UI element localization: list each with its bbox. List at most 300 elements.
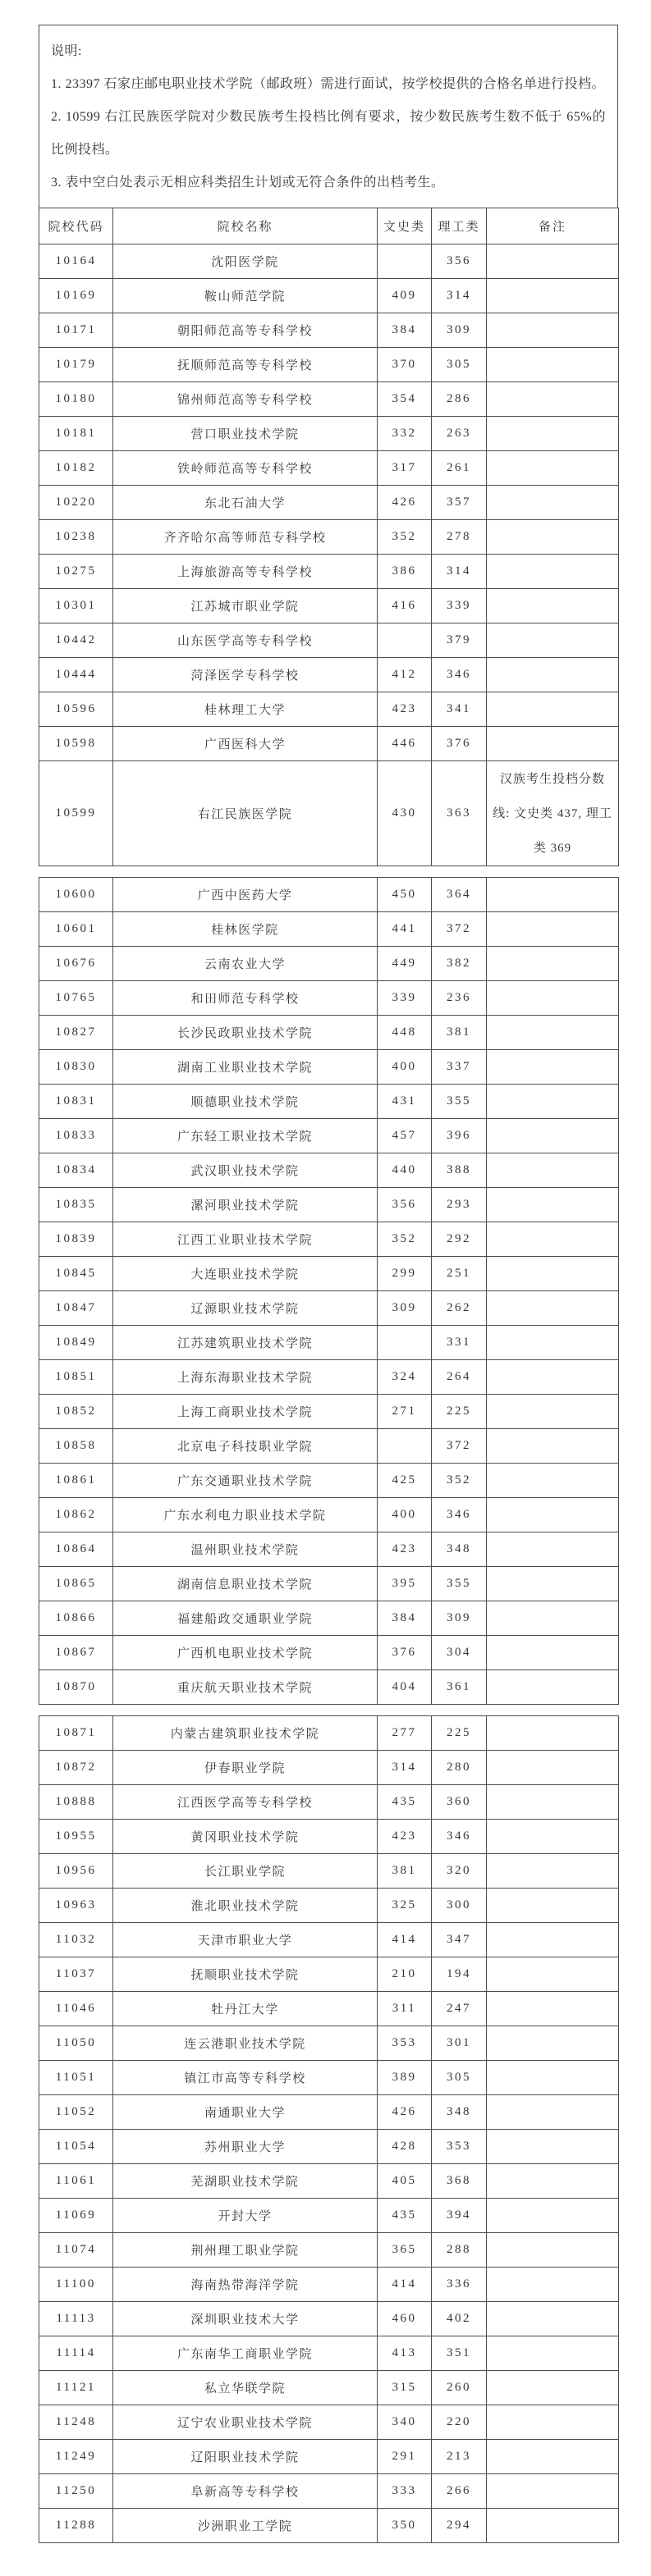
cell-remark xyxy=(487,1257,619,1291)
cell-remark xyxy=(487,348,619,382)
cell-remark xyxy=(487,623,619,658)
cell-code: 10861 xyxy=(39,1464,113,1498)
cell-wenshi: 376 xyxy=(378,1636,432,1670)
cell-ligong: 292 xyxy=(432,1222,487,1257)
cell-code: 10849 xyxy=(39,1326,113,1360)
cell-ligong: 394 xyxy=(432,2199,487,2233)
cell-remark xyxy=(487,1360,619,1395)
cell-remark xyxy=(487,1119,619,1153)
cell-wenshi: 404 xyxy=(378,1670,432,1705)
cell-remark xyxy=(487,1085,619,1119)
table-row xyxy=(39,313,619,348)
cell-wenshi: 460 xyxy=(378,2302,432,2336)
cell-name: 齐齐哈尔高等师范专科学校 xyxy=(113,520,378,555)
cell-remark xyxy=(487,1889,619,1923)
cell-name: 北京电子科技职业学院 xyxy=(113,1429,378,1464)
cell-ligong: 264 xyxy=(432,1360,487,1395)
cell-remark xyxy=(487,1326,619,1360)
table-row xyxy=(39,451,619,486)
cell-name: 鞍山师范学院 xyxy=(113,279,378,313)
table-row xyxy=(39,1889,619,1923)
cell-name: 广西医科大学 xyxy=(113,727,378,761)
cell-name: 黄冈职业技术学院 xyxy=(113,1820,378,1854)
cell-name: 长沙民政职业技术学院 xyxy=(113,1016,378,1050)
cell-code: 10864 xyxy=(39,1532,113,1567)
cell-remark xyxy=(487,555,619,589)
cell-code: 10867 xyxy=(39,1636,113,1670)
table-row xyxy=(39,1050,619,1085)
cell-wenshi: 414 xyxy=(378,1923,432,1957)
cell-remark xyxy=(487,2164,619,2199)
cell-name: 芜湖职业技术学院 xyxy=(113,2164,378,2199)
cell-wenshi: 314 xyxy=(378,1751,432,1785)
cell-code: 11051 xyxy=(39,2061,113,2095)
cell-name: 上海东海职业技术学院 xyxy=(113,1360,378,1395)
table-row xyxy=(39,912,619,947)
table-row xyxy=(39,1716,619,1751)
cell-code: 10831 xyxy=(39,1085,113,1119)
cell-name: 湖南信息职业技术学院 xyxy=(113,1567,378,1601)
cell-code: 11074 xyxy=(39,2233,113,2268)
cell-remark xyxy=(487,1222,619,1257)
cell-remark xyxy=(487,589,619,623)
cell-ligong: 381 xyxy=(432,1016,487,1050)
table-row xyxy=(39,382,619,417)
table-row xyxy=(39,486,619,520)
cell-name: 桂林医学院 xyxy=(113,912,378,947)
cell-wenshi: 426 xyxy=(378,2095,432,2130)
cell-name: 江苏建筑职业技术学院 xyxy=(113,1326,378,1360)
cell-remark xyxy=(487,382,619,417)
cell-remark xyxy=(487,1153,619,1188)
cell-ligong: 225 xyxy=(432,1395,487,1429)
cell-name: 广东南华工商职业学院 xyxy=(113,2336,378,2371)
cell-remark xyxy=(487,1395,619,1429)
cell-remark xyxy=(487,1188,619,1222)
cell-code: 10444 xyxy=(39,658,113,692)
cell-name: 抚顺职业技术学院 xyxy=(113,1957,378,1992)
cell-remark xyxy=(487,1751,619,1785)
cell-name: 辽宁农业职业技术学院 xyxy=(113,2405,378,2440)
notes-section xyxy=(39,25,618,208)
cell-ligong: 213 xyxy=(432,2440,487,2474)
cell-wenshi: 457 xyxy=(378,1119,432,1153)
cell-ligong: 346 xyxy=(432,1498,487,1532)
table-row xyxy=(39,589,619,623)
cell-code: 11114 xyxy=(39,2336,113,2371)
cell-code: 10862 xyxy=(39,1498,113,1532)
table-row xyxy=(39,2026,619,2061)
cell-ligong: 372 xyxy=(432,912,487,947)
table-row xyxy=(39,2302,619,2336)
cell-wenshi: 333 xyxy=(378,2474,432,2509)
cell-name: 锦州师范高等专科学校 xyxy=(113,382,378,417)
cell-code: 10830 xyxy=(39,1050,113,1085)
cell-ligong: 314 xyxy=(432,555,487,589)
table-row xyxy=(39,1820,619,1854)
cell-wenshi: 325 xyxy=(378,1889,432,1923)
scores-table-section-1 xyxy=(39,208,619,866)
table-header-row xyxy=(39,208,619,244)
cell-name: 山东医学高等专科学校 xyxy=(113,623,378,658)
cell-remark xyxy=(487,1957,619,1992)
table-row xyxy=(39,1532,619,1567)
cell-ligong: 355 xyxy=(432,1085,487,1119)
cell-ligong: 341 xyxy=(432,692,487,727)
col-header-code: 院校代码 xyxy=(39,208,113,244)
table-row xyxy=(39,2371,619,2405)
cell-code: 10847 xyxy=(39,1291,113,1326)
cell-wenshi: 416 xyxy=(378,589,432,623)
cell-remark xyxy=(487,1429,619,1464)
table-row xyxy=(39,1785,619,1820)
cell-code: 10835 xyxy=(39,1188,113,1222)
cell-remark xyxy=(487,520,619,555)
cell-ligong: 353 xyxy=(432,2130,487,2164)
cell-code: 10955 xyxy=(39,1820,113,1854)
cell-ligong: 360 xyxy=(432,1785,487,1820)
cell-name: 上海工商职业技术学院 xyxy=(113,1395,378,1429)
cell-code: 11050 xyxy=(39,2026,113,2061)
cell-name: 右江民族医学院 xyxy=(113,761,378,866)
cell-ligong: 300 xyxy=(432,1889,487,1923)
cell-remark xyxy=(487,2474,619,2509)
cell-code: 10442 xyxy=(39,623,113,658)
note-item-2: 2. 10599 右江民族医学院对少数民族考生投档比例有要求，按少数民族考生数不低于 65%的比例投档。 xyxy=(51,110,606,157)
table-row xyxy=(39,244,619,279)
cell-code: 10866 xyxy=(39,1601,113,1636)
table-row xyxy=(39,520,619,555)
cell-remark xyxy=(487,1567,619,1601)
cell-code: 11249 xyxy=(39,2440,113,2474)
cell-remark xyxy=(487,878,619,912)
cell-ligong: 348 xyxy=(432,2095,487,2130)
cell-wenshi: 446 xyxy=(378,727,432,761)
table-row xyxy=(39,1119,619,1153)
cell-wenshi: 271 xyxy=(378,1395,432,1429)
cell-wenshi: 400 xyxy=(378,1050,432,1085)
cell-remark xyxy=(487,2061,619,2095)
cell-code: 10164 xyxy=(39,244,113,279)
cell-wenshi xyxy=(378,623,432,658)
cell-ligong: 305 xyxy=(432,348,487,382)
table-row xyxy=(39,1670,619,1705)
cell-ligong: 372 xyxy=(432,1429,487,1464)
cell-remark xyxy=(487,1785,619,1820)
table-row xyxy=(39,1291,619,1326)
cell-remark xyxy=(487,2095,619,2130)
cell-wenshi: 405 xyxy=(378,2164,432,2199)
cell-code: 10765 xyxy=(39,981,113,1016)
cell-name: 菏泽医学专科学校 xyxy=(113,658,378,692)
cell-wenshi: 381 xyxy=(378,1854,432,1889)
cell-wenshi: 441 xyxy=(378,912,432,947)
cell-remark xyxy=(487,2440,619,2474)
cell-code: 10275 xyxy=(39,555,113,589)
table-row xyxy=(39,761,619,866)
scores-table-section-3 xyxy=(39,1715,619,2543)
col-header-remark: 备注 xyxy=(487,208,619,244)
table-row xyxy=(39,279,619,313)
table-row xyxy=(39,1751,619,1785)
cell-remark xyxy=(487,1670,619,1705)
table-row xyxy=(39,2130,619,2164)
cell-remark xyxy=(487,658,619,692)
cell-ligong: 352 xyxy=(432,1464,487,1498)
cell-name: 重庆航天职业技术学院 xyxy=(113,1670,378,1705)
cell-ligong: 357 xyxy=(432,486,487,520)
cell-code: 10956 xyxy=(39,1854,113,1889)
scores-table-section-2 xyxy=(39,877,619,1705)
cell-code: 10871 xyxy=(39,1716,113,1751)
cell-ligong: 309 xyxy=(432,1601,487,1636)
cell-name: 桂林理工大学 xyxy=(113,692,378,727)
table-row xyxy=(39,2164,619,2199)
cell-wenshi: 353 xyxy=(378,2026,432,2061)
cell-wenshi: 356 xyxy=(378,1188,432,1222)
cell-remark xyxy=(487,947,619,981)
cell-code: 11069 xyxy=(39,2199,113,2233)
cell-wenshi: 352 xyxy=(378,520,432,555)
cell-ligong: 361 xyxy=(432,1670,487,1705)
cell-code: 10169 xyxy=(39,279,113,313)
cell-wenshi xyxy=(378,1429,432,1464)
cell-ligong: 339 xyxy=(432,589,487,623)
cell-code: 10858 xyxy=(39,1429,113,1464)
cell-code: 11248 xyxy=(39,2405,113,2440)
cell-code: 10851 xyxy=(39,1360,113,1395)
cell-wenshi: 431 xyxy=(378,1085,432,1119)
cell-wenshi: 389 xyxy=(378,2061,432,2095)
table-row xyxy=(39,1085,619,1119)
cell-remark xyxy=(487,279,619,313)
cell-remark xyxy=(487,2026,619,2061)
cell-ligong: 382 xyxy=(432,947,487,981)
table-row xyxy=(39,727,619,761)
cell-wenshi: 449 xyxy=(378,947,432,981)
cell-remark xyxy=(487,1854,619,1889)
table-row xyxy=(39,1395,619,1429)
table-row xyxy=(39,1498,619,1532)
cell-name: 连云港职业技术学院 xyxy=(113,2026,378,2061)
cell-wenshi: 354 xyxy=(378,382,432,417)
cell-wenshi: 370 xyxy=(378,348,432,382)
cell-wenshi: 450 xyxy=(378,878,432,912)
cell-ligong: 388 xyxy=(432,1153,487,1188)
cell-ligong: 286 xyxy=(432,382,487,417)
cell-ligong: 346 xyxy=(432,1820,487,1854)
cell-name: 广东交通职业技术学院 xyxy=(113,1464,378,1498)
cell-ligong: 347 xyxy=(432,1923,487,1957)
cell-remark xyxy=(487,1636,619,1670)
cell-wenshi: 311 xyxy=(378,1992,432,2026)
table-row xyxy=(39,1992,619,2026)
cell-name: 开封大学 xyxy=(113,2199,378,2233)
cell-code: 11288 xyxy=(39,2509,113,2543)
cell-name: 广西中医药大学 xyxy=(113,878,378,912)
cell-ligong: 261 xyxy=(432,451,487,486)
cell-ligong: 288 xyxy=(432,2233,487,2268)
table-row xyxy=(39,348,619,382)
cell-ligong: 262 xyxy=(432,1291,487,1326)
cell-ligong: 225 xyxy=(432,1716,487,1751)
cell-code: 11061 xyxy=(39,2164,113,2199)
cell-code: 11100 xyxy=(39,2268,113,2302)
cell-wenshi: 350 xyxy=(378,2509,432,2543)
cell-wenshi: 412 xyxy=(378,658,432,692)
cell-name: 云南农业大学 xyxy=(113,947,378,981)
cell-wenshi: 423 xyxy=(378,692,432,727)
cell-wenshi: 435 xyxy=(378,2199,432,2233)
cell-remark xyxy=(487,2509,619,2543)
cell-code: 11054 xyxy=(39,2130,113,2164)
cell-remark xyxy=(487,912,619,947)
cell-code: 11046 xyxy=(39,1992,113,2026)
cell-code: 10833 xyxy=(39,1119,113,1153)
table-row xyxy=(39,2509,619,2543)
table-row xyxy=(39,658,619,692)
cell-name: 福建船政交通职业学院 xyxy=(113,1601,378,1636)
cell-code: 10676 xyxy=(39,947,113,981)
cell-name: 上海旅游高等专科学校 xyxy=(113,555,378,589)
cell-name: 和田师范专科学校 xyxy=(113,981,378,1016)
cell-remark xyxy=(487,1050,619,1085)
cell-remark xyxy=(487,2302,619,2336)
document-page xyxy=(39,25,618,2543)
cell-ligong: 331 xyxy=(432,1326,487,1360)
cell-code: 10865 xyxy=(39,1567,113,1601)
cell-remark xyxy=(487,313,619,348)
cell-ligong: 346 xyxy=(432,658,487,692)
cell-name: 广西机电职业技术学院 xyxy=(113,1636,378,1670)
cell-wenshi: 430 xyxy=(378,761,432,866)
cell-ligong: 301 xyxy=(432,2026,487,2061)
cell-wenshi: 386 xyxy=(378,555,432,589)
cell-remark xyxy=(487,2405,619,2440)
cell-wenshi: 299 xyxy=(378,1257,432,1291)
cell-name: 海南热带海洋学院 xyxy=(113,2268,378,2302)
table-row xyxy=(39,2061,619,2095)
cell-wenshi: 414 xyxy=(378,2268,432,2302)
cell-name: 沈阳医学院 xyxy=(113,244,378,279)
cell-remark: 汉族考生投档分数线: 文史类 437, 理工类 369 xyxy=(487,761,619,866)
cell-ligong: 247 xyxy=(432,1992,487,2026)
cell-code: 11032 xyxy=(39,1923,113,1957)
cell-code: 10834 xyxy=(39,1153,113,1188)
cell-wenshi: 428 xyxy=(378,2130,432,2164)
cell-name: 辽阳职业技术学院 xyxy=(113,2440,378,2474)
col-header-ligong: 理工类 xyxy=(432,208,487,244)
cell-name: 淮北职业技术学院 xyxy=(113,1889,378,1923)
note-item-1: 1. 23397 石家庄邮电职业技术学院（邮政班）需进行面试，按学校提供的合格名单进行投档。 xyxy=(51,77,606,91)
table-row xyxy=(39,1429,619,1464)
cell-wenshi: 435 xyxy=(378,1785,432,1820)
cell-wenshi: 400 xyxy=(378,1498,432,1532)
cell-wenshi: 423 xyxy=(378,1820,432,1854)
cell-name: 伊春职业学院 xyxy=(113,1751,378,1785)
cell-name: 天津市职业大学 xyxy=(113,1923,378,1957)
cell-ligong: 336 xyxy=(432,2268,487,2302)
cell-code: 11121 xyxy=(39,2371,113,2405)
cell-code: 10171 xyxy=(39,313,113,348)
cell-remark xyxy=(487,1498,619,1532)
cell-ligong: 263 xyxy=(432,417,487,451)
table-row xyxy=(39,1854,619,1889)
cell-wenshi: 309 xyxy=(378,1291,432,1326)
cell-code: 10870 xyxy=(39,1670,113,1705)
cell-code: 10600 xyxy=(39,878,113,912)
cell-remark xyxy=(487,2199,619,2233)
cell-ligong: 314 xyxy=(432,279,487,313)
cell-name: 沙洲职业工学院 xyxy=(113,2509,378,2543)
cell-ligong: 251 xyxy=(432,1257,487,1291)
cell-ligong: 236 xyxy=(432,981,487,1016)
cell-ligong: 348 xyxy=(432,1532,487,1567)
cell-wenshi: 277 xyxy=(378,1716,432,1751)
cell-name: 江苏城市职业学院 xyxy=(113,589,378,623)
cell-code: 10596 xyxy=(39,692,113,727)
cell-name: 营口职业技术学院 xyxy=(113,417,378,451)
cell-wenshi: 352 xyxy=(378,1222,432,1257)
cell-name: 武汉职业技术学院 xyxy=(113,1153,378,1188)
cell-wenshi: 448 xyxy=(378,1016,432,1050)
cell-code: 10238 xyxy=(39,520,113,555)
cell-remark xyxy=(487,727,619,761)
cell-remark xyxy=(487,486,619,520)
cell-ligong: 379 xyxy=(432,623,487,658)
cell-ligong: 194 xyxy=(432,1957,487,1992)
cell-remark xyxy=(487,1532,619,1567)
cell-remark xyxy=(487,417,619,451)
table-row xyxy=(39,981,619,1016)
cell-name: 私立华联学院 xyxy=(113,2371,378,2405)
cell-code: 10180 xyxy=(39,382,113,417)
cell-remark xyxy=(487,1992,619,2026)
cell-wenshi: 291 xyxy=(378,2440,432,2474)
cell-ligong: 356 xyxy=(432,244,487,279)
cell-ligong: 376 xyxy=(432,727,487,761)
cell-ligong: 294 xyxy=(432,2509,487,2543)
cell-code: 10845 xyxy=(39,1257,113,1291)
cell-ligong: 220 xyxy=(432,2405,487,2440)
cell-name: 牡丹江大学 xyxy=(113,1992,378,2026)
cell-remark xyxy=(487,981,619,1016)
cell-name: 阜新高等专科学校 xyxy=(113,2474,378,2509)
cell-ligong: 364 xyxy=(432,878,487,912)
cell-remark xyxy=(487,244,619,279)
cell-name: 苏州职业大学 xyxy=(113,2130,378,2164)
cell-wenshi: 339 xyxy=(378,981,432,1016)
cell-code: 10301 xyxy=(39,589,113,623)
cell-ligong: 351 xyxy=(432,2336,487,2371)
col-header-name: 院校名称 xyxy=(113,208,378,244)
table-row xyxy=(39,1257,619,1291)
cell-name: 顺德职业技术学院 xyxy=(113,1085,378,1119)
table-row xyxy=(39,692,619,727)
cell-remark xyxy=(487,692,619,727)
cell-code: 11113 xyxy=(39,2302,113,2336)
cell-remark xyxy=(487,2130,619,2164)
cell-code: 10872 xyxy=(39,1751,113,1785)
cell-name: 深圳职业技术大学 xyxy=(113,2302,378,2336)
cell-ligong: 266 xyxy=(432,2474,487,2509)
cell-ligong: 363 xyxy=(432,761,487,866)
cell-wenshi: 426 xyxy=(378,486,432,520)
cell-name: 抚顺师范高等专科学校 xyxy=(113,348,378,382)
cell-name: 镇江市高等专科学校 xyxy=(113,2061,378,2095)
cell-wenshi: 332 xyxy=(378,417,432,451)
cell-code: 10599 xyxy=(39,761,113,866)
